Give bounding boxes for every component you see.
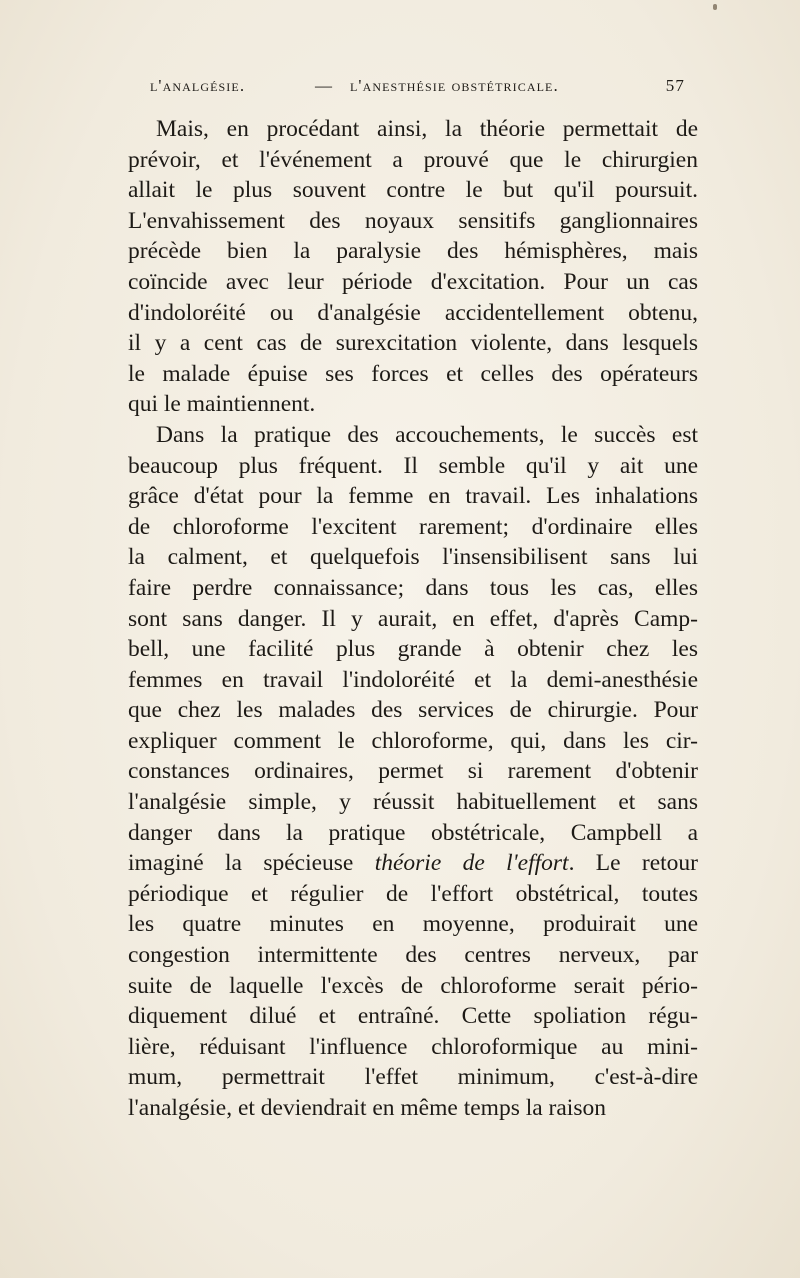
text-line: les quatre minutes en moyenne, produirait une: [128, 911, 698, 938]
page-number: 57: [665, 76, 685, 95]
text-line: constances ordinaires, permet si rarement d'obtenir: [128, 758, 698, 785]
text-line: allait le plus souvent contre le but qu'il poursuit.: [128, 177, 698, 204]
text-line: le malade épuise ses forces et celles des opérateurs: [128, 360, 698, 387]
text-line: lière, réduisant l'influence chloroformique au mini-: [128, 1033, 698, 1060]
text-line: l'analgésie, et deviendrait en même temps la raison: [128, 1095, 606, 1121]
running-head-left: l'analgésie.: [150, 76, 246, 95]
text-line: il y a cent cas de surexcitation violente, dans lesquels: [128, 330, 698, 357]
text-line: la calment, et quelquefois l'insensibilisent sans lui: [128, 544, 698, 571]
text-line: faire perdre connaissance; dans tous les cas, elles: [128, 574, 698, 601]
text-line: bell, une facilité plus grande à obtenir chez les: [128, 636, 698, 663]
text-line: précède bien la paralysie des hémisphères, mais: [128, 238, 698, 265]
line-segment: imaginé la spécieuse: [128, 850, 375, 877]
text-line: mum, permettrait l'effet minimum, c'est-à-dire: [128, 1064, 698, 1091]
body-text: [128, 114, 698, 1124]
text-line: beaucoup plus fréquent. Il semble qu'il y ait une: [128, 452, 698, 479]
text-line: sont sans danger. Il y aurait, en effet, d'après Camp-: [128, 605, 698, 632]
line-segment: . Le retour: [568, 850, 698, 877]
text-line: prévoir, et l'événement a prouvé que le chirurgien: [128, 146, 698, 173]
text-line: Mais, en procédant ainsi, la théorie permettait de: [156, 116, 698, 142]
running-head-dash: —: [315, 76, 334, 95]
paragraph-start-line: Dans la pratique des accouchements, le succès est: [156, 421, 698, 448]
running-head: [110, 76, 685, 104]
text-line: congestion intermittente des centres nerveux, par: [128, 942, 698, 969]
text-line: d'indoloréité ou d'analgésie accidentellement obtenu,: [128, 299, 698, 326]
text-line: grâce d'état pour la femme en travail. Les inhalations: [128, 483, 698, 510]
ink-speck: [713, 4, 717, 10]
text-line: suite de laquelle l'excès de chloroforme serait pério-: [128, 972, 698, 999]
text-line: que chez les malades des services de chirurgie. Pour: [128, 697, 698, 724]
paragraph-end-line: qui le maintiennent.: [128, 391, 316, 418]
italic-term: théorie de l'effort: [374, 850, 569, 877]
text-line: expliquer comment le chloroforme, qui, dans les cir-: [128, 727, 698, 754]
text-line: femmes en travail l'indoloréité et la demi-anesthésie: [128, 666, 698, 693]
text-line-with-italic: [128, 848, 698, 879]
text-line: diquement dilué et entraîné. Cette spoliation régu-: [128, 1003, 698, 1030]
text-line: périodique et régulier de l'effort obstétrical, toutes: [128, 880, 698, 907]
text-line: danger dans la pratique obstétricale, Campbell a: [128, 819, 698, 846]
text-line: de chloroforme l'excitent rarement; d'ordinaire elles: [128, 513, 698, 540]
text-line: L'envahissement des noyaux sensitifs ganglionnaires: [128, 207, 698, 234]
running-head-title: l'anesthésie obstétricale.: [350, 76, 559, 95]
text-line: coïncide avec leur période d'excitation. Pour un cas: [128, 268, 698, 295]
text-line: l'analgésie simple, y réussit habituellement et sans: [128, 789, 698, 816]
